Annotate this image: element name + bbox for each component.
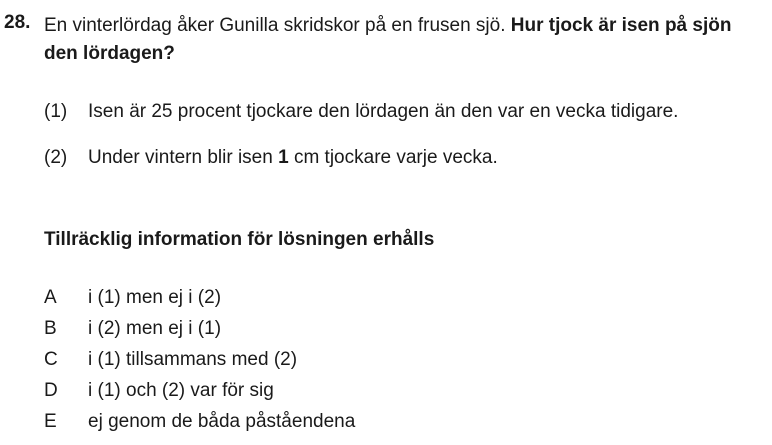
option-b[interactable] — [44, 317, 355, 348]
option-c[interactable] — [44, 348, 355, 379]
option-text: ej genom de båda påståendena — [88, 411, 356, 432]
question-number: 28. — [4, 12, 31, 33]
statement-2-text-bold: 1 — [278, 147, 289, 168]
statement-2-text-b: cm tjockare varje vecka. — [288, 147, 498, 168]
statement-1 — [44, 100, 678, 124]
option-letter: C — [44, 349, 58, 370]
option-text: i (1) och (2) var för sig — [88, 380, 274, 401]
option-letter: D — [44, 380, 58, 401]
option-text: i (1) tillsammans med (2) — [88, 349, 298, 370]
option-text: i (2) men ej i (1) — [88, 318, 222, 339]
option-letter: A — [44, 287, 57, 308]
statement-1-number: (1) — [44, 101, 68, 122]
option-letter: B — [44, 318, 57, 339]
answer-options — [44, 286, 355, 441]
option-text: i (1) men ej i (2) — [88, 287, 222, 308]
option-a[interactable] — [44, 286, 355, 317]
statement-2 — [44, 146, 498, 170]
statement-2-text-a: Under vintern blir isen — [88, 147, 279, 168]
question-text-regular: En vinterlördag åker Gunilla skridskor på en frusen sjö. — [44, 15, 511, 36]
question-text — [44, 12, 764, 68]
statement-2-number: (2) — [44, 147, 68, 168]
question-text-bold: Hur tjock är isen på sjön den lördagen? — [44, 15, 732, 64]
option-letter: E — [44, 411, 57, 432]
info-heading: Tillräcklig information för lösningen erhålls — [44, 229, 435, 250]
option-d[interactable] — [44, 379, 355, 410]
option-e[interactable] — [44, 410, 355, 441]
statement-1-text: Isen är 25 procent tjockare den lördagen än den var en vecka tidigare. — [88, 101, 679, 122]
